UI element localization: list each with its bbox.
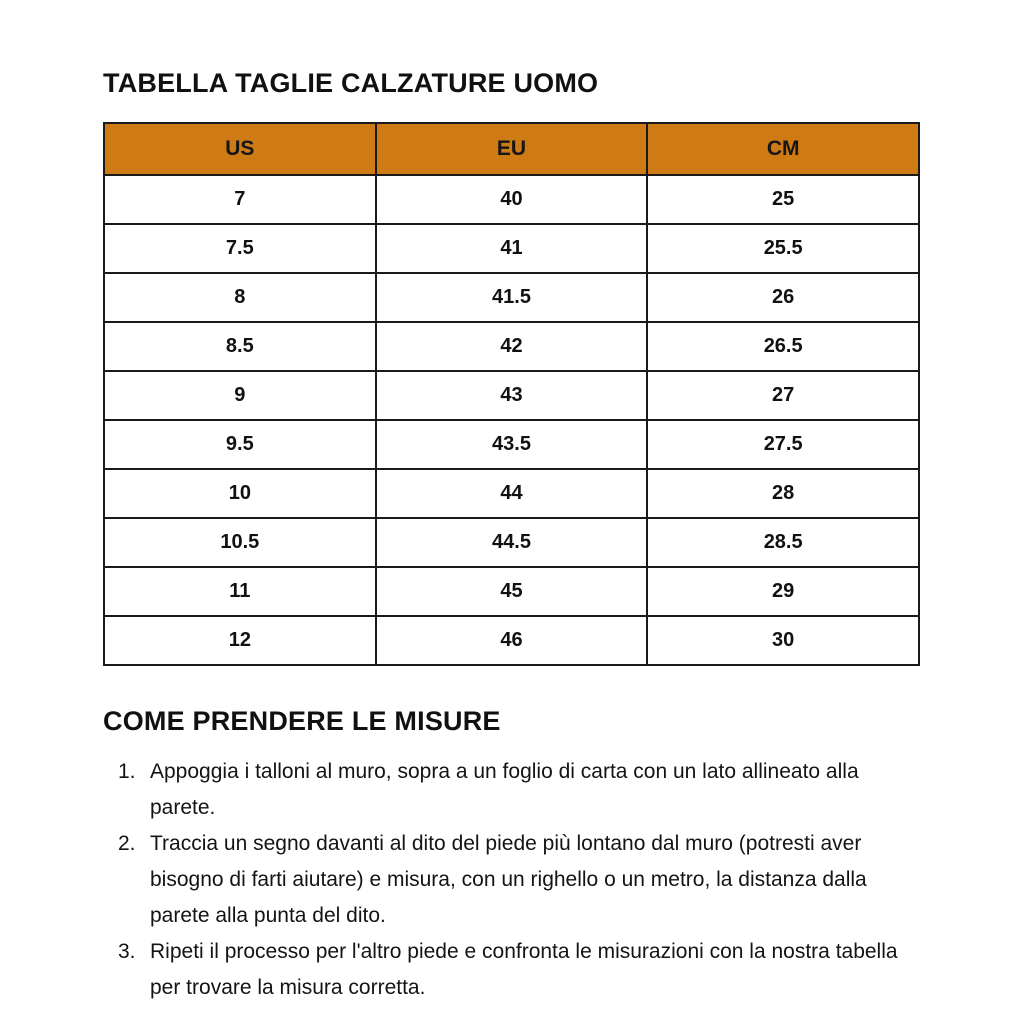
table-row [104, 273, 919, 322]
table-cell: 10 [104, 469, 376, 518]
column-header-us: US [104, 123, 376, 175]
table-cell: 41 [376, 224, 648, 273]
step-text: Appoggia i talloni al muro, sopra a un foglio di carta con un lato allineato alla parete. [150, 760, 859, 819]
table-cell: 28 [647, 469, 919, 518]
table-cell: 27.5 [647, 420, 919, 469]
table-cell: 8 [104, 273, 376, 322]
table-cell: 7.5 [104, 224, 376, 273]
table-row [104, 322, 919, 371]
table-row [104, 224, 919, 273]
step-number: 3. [118, 940, 136, 963]
table-cell: 43.5 [376, 420, 648, 469]
table-cell: 11 [104, 567, 376, 616]
instructions-list [103, 754, 920, 1006]
table-cell: 44 [376, 469, 648, 518]
table-cell: 9 [104, 371, 376, 420]
table-cell: 8.5 [104, 322, 376, 371]
instruction-step [118, 754, 920, 826]
size-table [103, 122, 920, 666]
table-cell: 46 [376, 616, 648, 665]
instruction-step [118, 826, 920, 934]
instruction-step [118, 934, 920, 1006]
table-cell: 28.5 [647, 518, 919, 567]
table-cell: 25 [647, 175, 919, 224]
table-row [104, 518, 919, 567]
table-cell: 10.5 [104, 518, 376, 567]
table-cell: 9.5 [104, 420, 376, 469]
table-row [104, 567, 919, 616]
table-row [104, 420, 919, 469]
column-header-eu: EU [376, 123, 648, 175]
table-cell: 26.5 [647, 322, 919, 371]
step-number: 2. [118, 832, 136, 855]
table-row [104, 616, 919, 665]
table-cell: 7 [104, 175, 376, 224]
table-cell: 27 [647, 371, 919, 420]
table-row [104, 469, 919, 518]
table-cell: 25.5 [647, 224, 919, 273]
table-cell: 42 [376, 322, 648, 371]
table-cell: 43 [376, 371, 648, 420]
column-header-cm: CM [647, 123, 919, 175]
table-cell: 26 [647, 273, 919, 322]
table-cell: 44.5 [376, 518, 648, 567]
step-text: Traccia un segno davanti al dito del piede più lontano dal muro (potresti aver bisogno di farti aiutare) e misura, con un righello o un metro, la distanza dalla parete alla punta del dito. [150, 832, 867, 927]
size-table-head [104, 123, 919, 175]
table-cell: 12 [104, 616, 376, 665]
step-text: Ripeti il processo per l'altro piede e confronta le misurazioni con la nostra tabella per trovare la misura corretta. [150, 940, 898, 999]
table-cell: 40 [376, 175, 648, 224]
size-chart-title: TABELLA TAGLIE CALZATURE UOMO [103, 68, 599, 98]
table-cell: 29 [647, 567, 919, 616]
instructions-title: COME PRENDERE LE MISURE [103, 706, 501, 736]
step-number: 1. [118, 760, 136, 783]
size-table-body [104, 175, 919, 665]
table-cell: 30 [647, 616, 919, 665]
size-table-header-row [104, 123, 919, 175]
table-row [104, 175, 919, 224]
table-cell: 45 [376, 567, 648, 616]
table-cell: 41.5 [376, 273, 648, 322]
table-row [104, 371, 919, 420]
